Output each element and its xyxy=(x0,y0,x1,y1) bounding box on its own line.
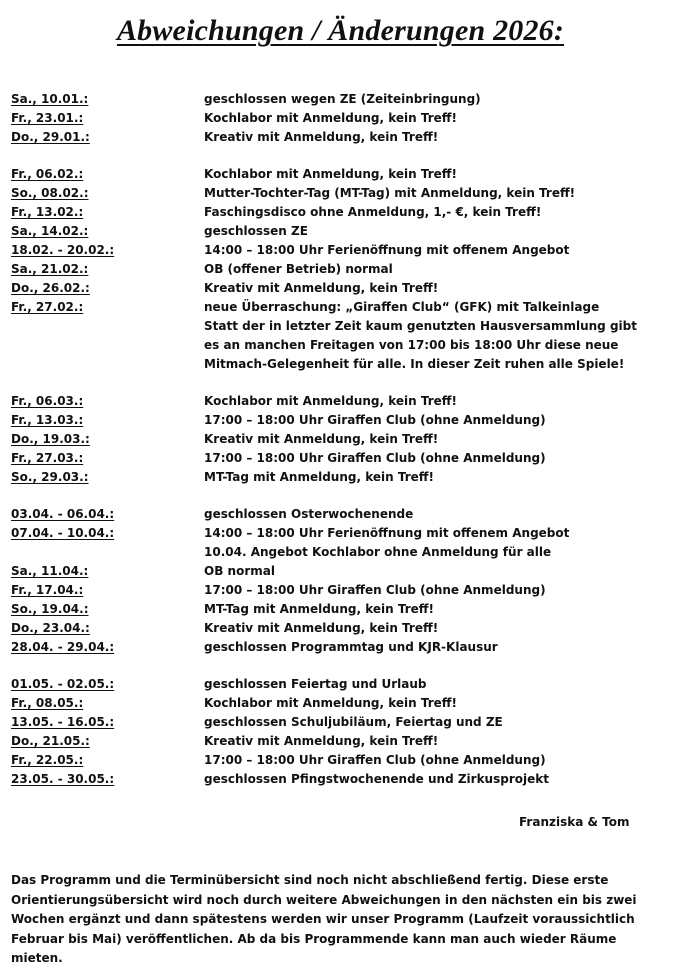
schedule-row xyxy=(11,241,651,260)
schedule-row xyxy=(11,770,651,789)
schedule-date: Fr., 27.03.: xyxy=(11,451,84,465)
schedule-entry-text: geschlossen ZE xyxy=(204,224,308,238)
schedule-entry-text: geschlossen Pfingstwochenende und Zirkusprojekt xyxy=(204,772,549,786)
schedule-entry xyxy=(204,581,651,600)
footer-line: Februar bis Mai) veröffentlichen. Ab da bis Programmende kann man auch wieder Räume xyxy=(11,931,617,946)
schedule-entry xyxy=(204,713,651,732)
schedule-entry xyxy=(204,638,651,657)
schedule-row xyxy=(11,109,651,128)
schedule-entry xyxy=(204,675,651,694)
schedule-row xyxy=(11,392,651,411)
schedule-entry-text: Kreativ mit Anmeldung, kein Treff! xyxy=(204,432,439,446)
schedule-entry xyxy=(204,694,651,713)
schedule-entry-text: MT-Tag mit Anmeldung, kein Treff! xyxy=(204,602,434,616)
footer-note xyxy=(11,871,663,969)
schedule-entry xyxy=(204,222,651,241)
schedule-date: Fr., 17.04.: xyxy=(11,583,84,597)
schedule-list xyxy=(11,90,651,807)
schedule-row xyxy=(11,90,651,109)
schedule-entry xyxy=(204,128,651,147)
schedule-date: 13.05. - 16.05.: xyxy=(11,715,115,729)
schedule-row xyxy=(11,128,651,147)
schedule-date: 18.02. - 20.02.: xyxy=(11,243,115,257)
schedule-date: Fr., 06.02.: xyxy=(11,167,84,181)
schedule-group xyxy=(11,165,651,374)
schedule-entry xyxy=(204,562,651,581)
schedule-entry-text: Kochlabor mit Anmeldung, kein Treff! xyxy=(204,167,457,181)
schedule-entry xyxy=(204,751,651,770)
schedule-date: Fr., 13.02.: xyxy=(11,205,84,219)
schedule-entry-continuation: 10.04. Angebot Kochlabor ohne Anmeldung für alle xyxy=(204,545,552,559)
schedule-date: Sa., 21.02.: xyxy=(11,262,89,276)
schedule-row xyxy=(11,165,651,184)
schedule-row xyxy=(11,222,651,241)
schedule-date: Fr., 22.05.: xyxy=(11,753,84,767)
footer-line: Wochen ergänzt und dann spätestens werden wir unser Programm (Laufzeit voraussichtlich xyxy=(11,912,635,926)
schedule-entry-text: Kreativ mit Anmeldung, kein Treff! xyxy=(204,130,439,144)
schedule-entry xyxy=(204,109,651,128)
schedule-entry-text: OB normal xyxy=(204,564,275,578)
schedule-date: So., 29.03.: xyxy=(11,470,89,484)
schedule-date: 07.04. - 10.04.: xyxy=(11,526,115,540)
schedule-entry xyxy=(204,298,651,374)
schedule-date: Fr., 23.01.: xyxy=(11,111,84,125)
schedule-date: Do., 29.01.: xyxy=(11,130,90,144)
schedule-entry xyxy=(204,770,651,789)
schedule-date: So., 19.04.: xyxy=(11,602,89,616)
schedule-row xyxy=(11,505,651,524)
schedule-row xyxy=(11,279,651,298)
schedule-entry xyxy=(204,524,651,562)
schedule-row xyxy=(11,411,651,430)
schedule-entry-text: geschlossen Osterwochenende xyxy=(204,507,414,521)
schedule-date: Fr., 13.03.: xyxy=(11,413,84,427)
schedule-entry-continuation: es an manchen Freitagen von 17:00 bis 18:00 Uhr diese neue xyxy=(204,338,619,352)
schedule-date: Fr., 08.05.: xyxy=(11,696,84,710)
schedule-row xyxy=(11,694,651,713)
schedule-date: Sa., 14.02.: xyxy=(11,224,89,238)
schedule-entry-text: geschlossen Schuljubiläum, Feiertag und ZE xyxy=(204,715,503,729)
schedule-row xyxy=(11,524,651,562)
schedule-date: 28.04. - 29.04.: xyxy=(11,640,115,654)
schedule-entry-text: neue Überraschung: „Giraffen Club“ (GFK) mit Talkeinlage xyxy=(204,300,600,314)
schedule-date: Do., 23.04.: xyxy=(11,621,90,635)
schedule-entry-text: 14:00 – 18:00 Uhr Ferienöffnung mit offenem Angebot xyxy=(204,243,570,257)
schedule-entry xyxy=(204,505,651,524)
signature: Franziska & Tom xyxy=(519,815,630,829)
schedule-entry-text: Kochlabor mit Anmeldung, kein Treff! xyxy=(204,111,457,125)
schedule-entry-text: 17:00 – 18:00 Uhr Giraffen Club (ohne Anmeldung) xyxy=(204,413,546,427)
schedule-row xyxy=(11,184,651,203)
schedule-date: Fr., 06.03.: xyxy=(11,394,84,408)
schedule-entry-continuation: Mitmach-Gelegenheit für alle. In dieser Zeit ruhen alle Spiele! xyxy=(204,357,625,371)
schedule-entry-text: geschlossen wegen ZE (Zeiteinbringung) xyxy=(204,92,481,106)
schedule-row xyxy=(11,430,651,449)
schedule-row xyxy=(11,713,651,732)
schedule-row xyxy=(11,203,651,222)
schedule-date: Sa., 10.01.: xyxy=(11,92,89,106)
schedule-row xyxy=(11,619,651,638)
schedule-entry xyxy=(204,732,651,751)
schedule-entry-text: Mutter-Tochter-Tag (MT-Tag) mit Anmeldung, kein Treff! xyxy=(204,186,576,200)
schedule-entry-text: 17:00 – 18:00 Uhr Giraffen Club (ohne Anmeldung) xyxy=(204,451,546,465)
schedule-row xyxy=(11,751,651,770)
schedule-date: 23.05. - 30.05.: xyxy=(11,772,115,786)
schedule-entry xyxy=(204,90,651,109)
schedule-row xyxy=(11,298,651,374)
schedule-group xyxy=(11,90,651,147)
schedule-entry xyxy=(204,184,651,203)
schedule-date: Fr., 27.02.: xyxy=(11,300,84,314)
schedule-entry-text: Kreativ mit Anmeldung, kein Treff! xyxy=(204,621,439,635)
schedule-entry-text: 14:00 – 18:00 Uhr Ferienöffnung mit offenem Angebot xyxy=(204,526,570,540)
schedule-entry-continuation: Statt der in letzter Zeit kaum genutzten Hausversammlung gibt xyxy=(204,319,637,333)
schedule-date: Do., 19.03.: xyxy=(11,432,90,446)
schedule-row xyxy=(11,675,651,694)
schedule-entry-text: geschlossen Programmtag und KJR-Klausur xyxy=(204,640,498,654)
schedule-row xyxy=(11,468,651,487)
schedule-group xyxy=(11,505,651,657)
footer-line: mieten. xyxy=(11,951,63,965)
schedule-group xyxy=(11,675,651,789)
schedule-entry xyxy=(204,165,651,184)
schedule-group xyxy=(11,392,651,487)
schedule-date: Do., 26.02.: xyxy=(11,281,90,295)
schedule-entry xyxy=(204,468,651,487)
schedule-entry xyxy=(204,241,651,260)
schedule-entry xyxy=(204,430,651,449)
schedule-row xyxy=(11,562,651,581)
schedule-row xyxy=(11,449,651,468)
schedule-entry xyxy=(204,600,651,619)
schedule-row xyxy=(11,600,651,619)
schedule-entry xyxy=(204,619,651,638)
schedule-entry-text: Kochlabor mit Anmeldung, kein Treff! xyxy=(204,394,457,408)
schedule-entry xyxy=(204,260,651,279)
schedule-date: Do., 21.05.: xyxy=(11,734,90,748)
schedule-row xyxy=(11,732,651,751)
schedule-entry-text: OB (offener Betrieb) normal xyxy=(204,262,393,276)
schedule-entry xyxy=(204,411,651,430)
schedule-date: 01.05. - 02.05.: xyxy=(11,677,115,691)
schedule-entry xyxy=(204,392,651,411)
schedule-entry-text: Faschingsdisco ohne Anmeldung, 1,- €, kein Treff! xyxy=(204,205,542,219)
schedule-entry-text: geschlossen Feiertag und Urlaub xyxy=(204,677,427,691)
schedule-date: Sa., 11.04.: xyxy=(11,564,89,578)
footer-line: Das Programm und die Terminübersicht sind noch nicht abschließend fertig. Diese erste xyxy=(11,873,609,887)
schedule-entry xyxy=(204,203,651,222)
schedule-entry-text: Kreativ mit Anmeldung, kein Treff! xyxy=(204,734,439,748)
footer-line: Orientierungsübersicht wird noch durch weitere Abweichungen in den nächsten ein bis zwei xyxy=(11,892,637,907)
schedule-row xyxy=(11,638,651,657)
schedule-entry-text: 17:00 – 18:00 Uhr Giraffen Club (ohne Anmeldung) xyxy=(204,583,546,597)
schedule-entry xyxy=(204,279,651,298)
schedule-entry-text: Kochlabor mit Anmeldung, kein Treff! xyxy=(204,696,457,710)
schedule-entry xyxy=(204,449,651,468)
schedule-date: So., 08.02.: xyxy=(11,186,89,200)
schedule-row xyxy=(11,260,651,279)
page-title: Abweichungen / Änderungen 2026: xyxy=(116,14,565,47)
schedule-entry-text: Kreativ mit Anmeldung, kein Treff! xyxy=(204,281,439,295)
schedule-date: 03.04. - 06.04.: xyxy=(11,507,115,521)
schedule-entry-text: 17:00 – 18:00 Uhr Giraffen Club (ohne Anmeldung) xyxy=(204,753,546,767)
schedule-entry-text: MT-Tag mit Anmeldung, kein Treff! xyxy=(204,470,434,484)
schedule-row xyxy=(11,581,651,600)
